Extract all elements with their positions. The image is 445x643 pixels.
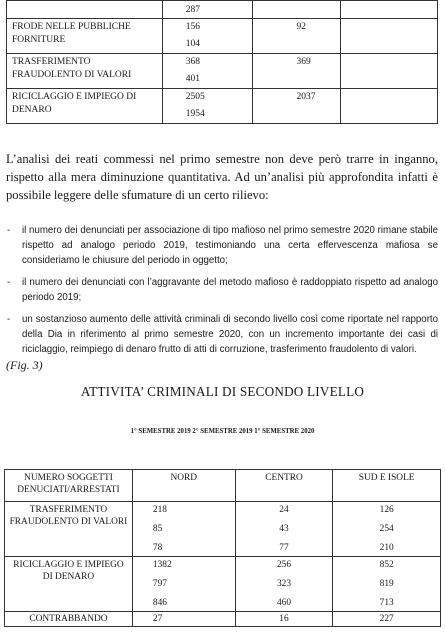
body-paragraph: L’analisi dei reati commessi nel primo semestre non deve però trarre in inganno, rispetto alla mera diminuzione quantitativa. Ad un’analisi più approfondita infatti è possibile leggere delle sfumature di un certo rilievo:	[6, 152, 438, 202]
semester-legend: 1° SEMESTRE 2019 2° SEMESTRE 2019 1° SEMESTRE 2020	[130, 428, 315, 435]
table-row	[7, 1, 438, 19]
value-cell	[253, 54, 341, 89]
top-crime-table	[6, 0, 438, 124]
list-item	[6, 312, 438, 357]
cell-value: 218	[152, 505, 167, 515]
cell-value: 287	[185, 5, 200, 15]
header-label: NUMERO SOGGETTI DENUCIATI/ARRESTATI	[5, 470, 133, 502]
second-level-crime-table	[4, 469, 441, 627]
value-cell	[132, 557, 235, 612]
bullet-list	[6, 223, 438, 364]
cell-value: 460	[276, 598, 291, 608]
cell-value: 16	[279, 614, 289, 624]
table-header-row	[5, 470, 441, 502]
cell-value: 713	[379, 598, 394, 608]
cell-value: 819	[379, 579, 394, 589]
value-cell	[235, 612, 333, 627]
value-cell	[341, 89, 438, 124]
cell-value: 1382	[152, 560, 172, 570]
cell-value: 24	[279, 505, 289, 515]
section-heading: ATTIVITA’ CRIMINALI DI SECONDO LIVELLO	[80, 384, 365, 399]
row-label: RICICLAGGIO E IMPIEGO DI DENARO	[7, 89, 163, 124]
value-cell	[162, 54, 253, 89]
cell-value: 43	[279, 524, 289, 534]
table-row	[7, 89, 438, 124]
table-row	[7, 54, 438, 89]
cell-value: 27	[152, 614, 163, 624]
cell-value: 126	[379, 505, 394, 515]
header-nord: NORD	[132, 470, 235, 502]
value-cell	[333, 612, 441, 627]
value-cell	[132, 502, 235, 557]
cell-value: 401	[185, 74, 200, 84]
figure-label: (Fig. 3)	[6, 358, 43, 372]
value-cell	[341, 1, 438, 19]
header-centro: CENTRO	[235, 470, 333, 502]
table-row	[7, 19, 438, 54]
cell-value: 1954	[185, 109, 205, 119]
value-cell	[341, 19, 438, 54]
table-row	[5, 612, 441, 627]
value-cell	[253, 1, 341, 19]
cell-value: 2505	[185, 92, 205, 102]
row-label: TRASFERIMENTO FRAUDOLENTO DI VALORI	[5, 502, 133, 557]
list-item	[6, 223, 438, 268]
value-cell	[333, 502, 441, 557]
value-cell	[253, 19, 341, 54]
bullet-text: il numero dei denunciati per associazione di tipo mafioso nel primo semestre 2020 rimane stabile rispetto ad analogo periodo 2019, testimoniando una certa effervescenza mafiosa se consideriamo le chiusure del periodo in oggetto;	[22, 225, 438, 266]
cell-value: 323	[276, 579, 291, 589]
cell-value: 104	[185, 39, 200, 49]
cell-value: 210	[379, 543, 394, 553]
cell-value: 254	[379, 524, 394, 534]
value-cell	[162, 89, 253, 124]
cell-value: 92	[296, 22, 306, 32]
table-row	[5, 502, 441, 557]
cell-value: 797	[152, 579, 167, 589]
row-label	[7, 1, 163, 19]
value-cell	[162, 1, 253, 19]
cell-value: 156	[185, 22, 200, 32]
cell-value: 78	[152, 543, 163, 553]
cell-value: 369	[296, 57, 311, 67]
header-sud: SUD E ISOLE	[333, 470, 441, 502]
value-cell	[235, 557, 333, 612]
bullet-text: un sostanzioso aumento delle attività criminali di secondo livello così come riportate nel rapporto della Dia in riferimento al primo semestre 2020, con un incremento importante dei casi di riciclaggio, reimpiego di denaro frutto di atti di corruzione, trasferimento fraudolento di valori.	[22, 314, 438, 355]
value-cell	[253, 89, 341, 124]
list-item	[6, 275, 438, 305]
value-cell	[132, 612, 235, 627]
cell-value: 256	[276, 560, 291, 570]
bullet-dash: -	[7, 277, 11, 288]
table-row	[5, 557, 441, 612]
bullet-dash: -	[7, 314, 11, 325]
cell-value: 852	[379, 560, 394, 570]
cell-value: 368	[185, 57, 200, 67]
row-label: RICICLAGGIO E IMPIEGO DI DENARO	[5, 557, 133, 612]
row-label: FRODE NELLE PUBBLICHE FORNITURE	[7, 19, 163, 54]
bullet-dash: -	[7, 225, 11, 236]
value-cell	[162, 19, 253, 54]
cell-value: 2037	[296, 92, 316, 102]
bullet-text: il numero dei denunciati con l’aggravante del metodo mafioso è raddoppiato rispetto ad analogo periodo 2019;	[22, 277, 438, 303]
value-cell	[235, 502, 333, 557]
cell-value: 77	[279, 543, 289, 553]
row-label: TRASFERIMENTO FRAUDOLENTO DI VALORI	[7, 54, 163, 89]
cell-value: 846	[152, 598, 167, 608]
cell-value: 227	[379, 614, 394, 624]
cell-value: 85	[152, 524, 163, 534]
row-label: CONTRABBANDO	[5, 612, 133, 627]
value-cell	[341, 54, 438, 89]
value-cell	[333, 557, 441, 612]
